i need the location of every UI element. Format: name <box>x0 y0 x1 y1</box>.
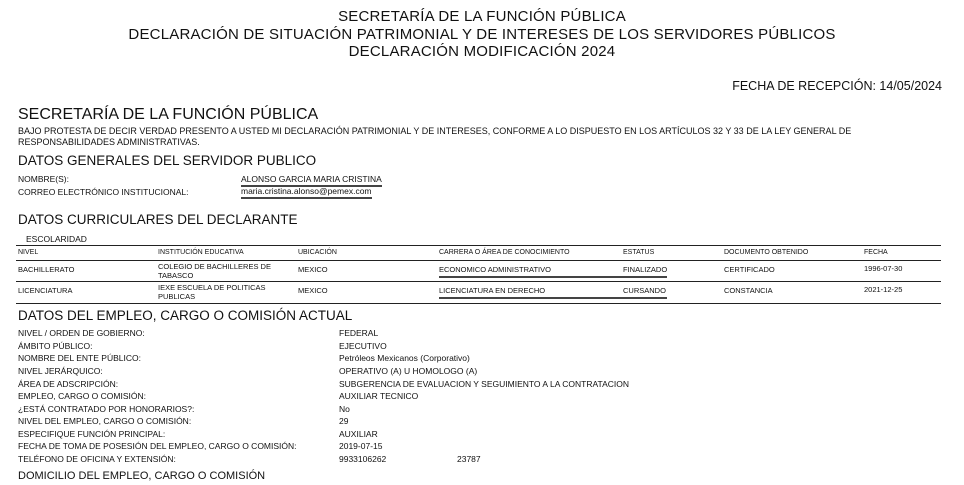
field-value: Petróleos Mexicanos (Corporativo) <box>339 353 470 363</box>
row2-institucion: IEXE ESCUELA DE POLITICAS PUBLICAS <box>158 283 266 301</box>
row2-documento: CONSTANCIA <box>724 286 773 295</box>
row1-carrera: ECONOMICO ADMINISTRATIVO <box>439 266 591 278</box>
table-bottom-rule <box>16 303 941 304</box>
field-value: OPERATIVO (A) U HOMOLOGO (A) <box>339 366 478 376</box>
field-label: EMPLEO, CARGO O COMISIÓN: <box>18 391 146 401</box>
field-label: NIVEL DEL EMPLEO, CARGO O COMISIÓN: <box>18 416 192 426</box>
table-top-rule <box>16 245 941 246</box>
office-address-title: DOMICILIO DEL EMPLEO, CARGO O COMISIÓN <box>18 470 266 482</box>
col-estatus: ESTATUS <box>623 249 655 256</box>
employment-title: DATOS DEL EMPLEO, CARGO O COMISIÓN ACTUAL <box>18 308 353 323</box>
field-value: AUXILIAR TECNICO <box>339 391 419 401</box>
row1-nivel: BACHILLERATO <box>18 265 75 274</box>
col-fecha: FECHA <box>864 249 888 256</box>
field-label: ÁMBITO PÚBLICO: <box>18 341 93 351</box>
field-label: ¿ESTÁ CONTRATADO POR HONORARIOS?: <box>18 404 195 414</box>
col-nivel: NIVEL <box>18 249 39 256</box>
field-value: 29 <box>339 416 349 426</box>
field-label: FECHA DE TOMA DE POSESIÓN DEL EMPLEO, CARGO O COMISIÓN: <box>18 441 297 451</box>
name-value: ALONSO GARCIA MARIA CRISTINA <box>241 174 382 187</box>
field-label: NIVEL JERÁRQUICO: <box>18 366 103 376</box>
education-subtitle: ESCOLARIDAD <box>26 234 87 244</box>
protest-statement: BAJO PROTESTA DE DECIR VERDAD PRESENTO A USTED MI DECLARACIÓN PATRIMONIAL Y DE INTERESES, CONFORME A LO DISPUESTO EN LOS ARTÍCULOS 32 Y 33 DE LA LEY GENERAL DE RESPONSABILIDADES ADMINISTRATIVAS. <box>18 126 852 147</box>
field-value: AUXILIAR <box>339 429 378 439</box>
row1-fecha: 1996-07-30 <box>864 264 903 273</box>
header-line-2: DECLARACIÓN DE SITUACIÓN PATRIMONIAL Y DE INTERESES DE LOS SERVIDORES PÚBLICOS <box>128 25 836 43</box>
header-line-3: DECLARACIÓN MODIFICACIÓN 2024 <box>348 43 616 60</box>
phone-extension: 23787 <box>457 454 481 464</box>
field-value: FEDERAL <box>339 328 379 338</box>
field-value: 9933106262 <box>339 454 387 464</box>
row2-nivel: LICENCIATURA <box>18 286 73 295</box>
row2-fecha: 2021-12-25 <box>864 285 903 294</box>
reception-date: FECHA DE RECEPCIÓN: 14/05/2024 <box>732 79 942 93</box>
field-value: 2019-07-15 <box>339 441 383 451</box>
row2-carrera: LICENCIATURA EN DERECHO <box>439 287 591 299</box>
field-label: NOMBRE DEL ENTE PÚBLICO: <box>18 353 141 363</box>
row1-institucion: COLEGIO DE BACHILLERES DE TABASCO <box>158 262 271 280</box>
field-value: SUBGERENCIA DE EVALUACION Y SEGUIMIENTO A LA CONTRATACION <box>339 379 630 389</box>
table-row-rule <box>16 281 941 282</box>
header-line-1: SECRETARÍA DE LA FUNCIÓN PÚBLICA <box>338 8 626 25</box>
email-value: maria.cristina.alonso@pemex.com <box>241 186 372 199</box>
field-label: TELÉFONO DE OFICINA Y EXTENSIÓN: <box>18 454 176 464</box>
row1-estatus: FINALIZADO <box>591 266 667 278</box>
general-data-title: DATOS GENERALES DEL SERVIDOR PUBLICO <box>18 153 317 168</box>
document-header <box>0 8 964 61</box>
col-carrera: CARRERA O ÁREA DE CONOCIMIENTO <box>439 249 570 256</box>
field-label: ÁREA DE ADSCRIPCIÓN: <box>18 379 119 389</box>
name-label: NOMBRE(S): <box>18 174 69 184</box>
row1-ubicacion: MEXICO <box>298 265 328 274</box>
table-header-rule <box>16 260 941 261</box>
row1-documento: CERTIFICADO <box>724 265 775 274</box>
field-value: No <box>339 404 350 414</box>
curricular-title: DATOS CURRICULARES DEL DECLARANTE <box>18 212 298 227</box>
col-ubicacion: UBICACIÓN <box>298 249 337 256</box>
section-title: SECRETARÍA DE LA FUNCIÓN PÚBLICA <box>18 106 319 123</box>
field-label: NIVEL / ORDEN DE GOBIERNO: <box>18 328 145 338</box>
row2-estatus: CURSANDO <box>591 287 667 299</box>
col-documento: DOCUMENTO OBTENIDO <box>724 249 809 256</box>
email-label: CORREO ELECTRÓNICO INSTITUCIONAL: <box>18 187 189 197</box>
col-institucion: INSTITUCIÓN EDUCATIVA <box>158 249 244 256</box>
field-value: EJECUTIVO <box>339 341 387 351</box>
row2-ubicacion: MEXICO <box>298 286 328 295</box>
field-label: ESPECIFIQUE FUNCIÓN PRINCIPAL: <box>18 429 166 439</box>
